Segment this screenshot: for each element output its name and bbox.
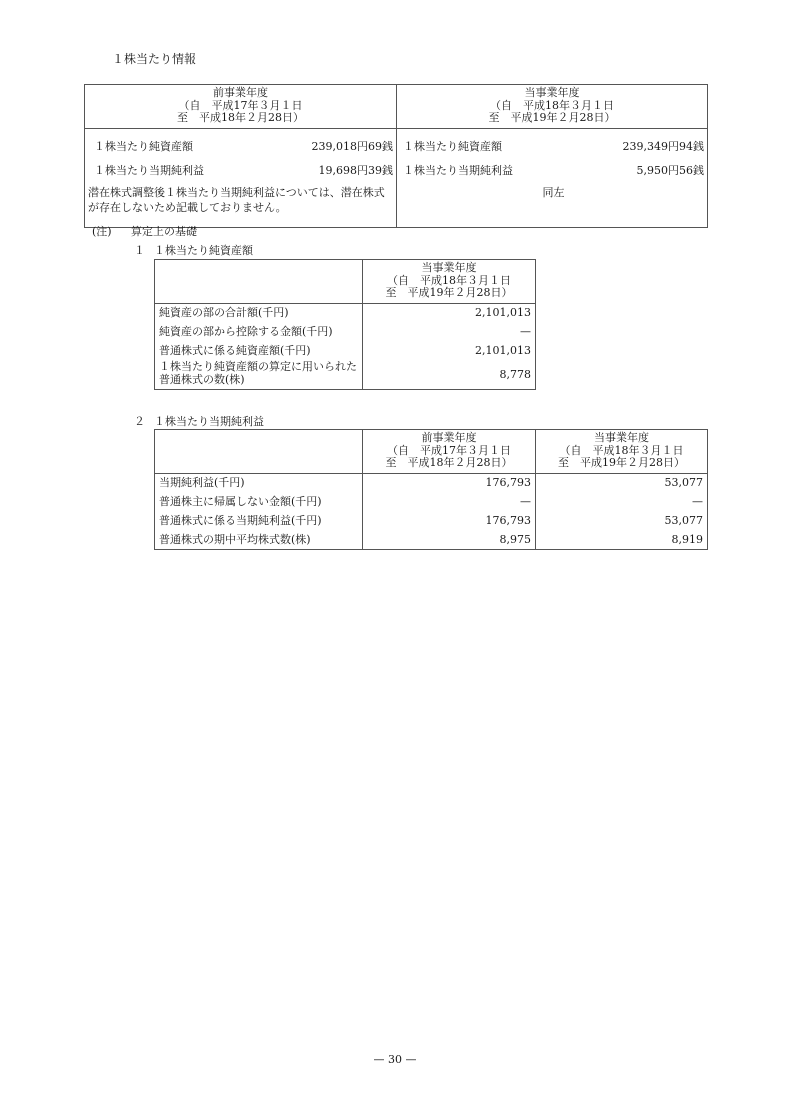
- curr-period-to: 至 平成19年２月28日）: [488, 111, 616, 124]
- basis2-blank-header: [155, 430, 363, 474]
- row-prev-value: 176,793: [363, 511, 536, 530]
- basis1-period-label: 当事業年度: [421, 261, 477, 274]
- row-label: 当期純利益(千円): [155, 473, 363, 492]
- basis1-title: １株当たり純資産額: [154, 244, 253, 257]
- row-label: 純資産の部から控除する金額(千円): [155, 322, 363, 341]
- basis2-curr-header: [536, 430, 708, 474]
- curr-diluted-note: 同左: [542, 185, 565, 199]
- row-label: 普通株式の期中平均株式数(株): [155, 530, 363, 549]
- row-label: 普通株式に係る当期純利益(千円): [155, 511, 363, 530]
- curr-period-from: （自 平成18年３月１日: [490, 98, 614, 112]
- basis2-number: ２: [134, 415, 145, 428]
- prev-net-income-value: 19,698円39銭: [318, 164, 393, 177]
- prev-net-income-row: [88, 159, 393, 183]
- row-label: 純資産の部の合計額(千円): [155, 303, 363, 322]
- basis1-period-from: （自 平成18年３月１日: [387, 273, 511, 287]
- prev-net-income-label: １株当たり当期純利益: [94, 164, 204, 177]
- table-row: [155, 360, 536, 389]
- curr-net-assets-row: [403, 135, 704, 159]
- notes-heading: 算定上の基礎: [131, 225, 197, 238]
- curr-net-assets-value: 239,349円94銭: [622, 140, 704, 153]
- prev-diluted-note: 潜在株式調整後１株当たり当期純利益については、潜在株式が存在しないため記載しておりません。: [88, 185, 385, 214]
- row-prev-value: 8,975: [363, 530, 536, 549]
- table-row: [155, 322, 536, 341]
- row-value: 2,101,013: [363, 341, 536, 360]
- curr-period-header: [397, 85, 708, 129]
- prev-period-cell: [85, 128, 397, 227]
- curr-period-label: 当事業年度: [524, 86, 580, 99]
- prev-net-assets-label: １株当たり純資産額: [94, 140, 193, 153]
- row-curr-value: 53,077: [536, 511, 708, 530]
- table-row: [155, 473, 708, 492]
- table-row: [155, 530, 708, 549]
- prev-period-header: [85, 85, 397, 129]
- basis2-prev-label: 前事業年度: [421, 431, 477, 444]
- per-share-info-table: [84, 84, 708, 228]
- basis2-title: １株当たり当期純利益: [154, 415, 264, 428]
- basis1-period-to: 至 平成19年２月28日）: [385, 286, 513, 299]
- table-row: [155, 303, 536, 322]
- basis2-curr-to: 至 平成19年２月28日）: [558, 456, 685, 469]
- net-assets-basis-table: [154, 259, 536, 390]
- row-prev-value: 176,793: [363, 473, 536, 492]
- basis2-prev-header: [363, 430, 536, 474]
- row-curr-value: —: [536, 492, 708, 511]
- table-row: [155, 341, 536, 360]
- row-curr-value: 53,077: [536, 473, 708, 492]
- curr-net-assets-label: １株当たり純資産額: [403, 140, 502, 153]
- prev-period-to: 至 平成18年２月28日）: [177, 111, 304, 124]
- curr-period-cell: [397, 128, 708, 227]
- basis2-prev-from: （自 平成17年３月１日: [387, 443, 511, 457]
- row-value: —: [363, 322, 536, 341]
- row-value: 8,778: [363, 360, 536, 389]
- basis2-prev-to: 至 平成18年２月28日）: [385, 456, 513, 469]
- basis1-period-header: [363, 260, 536, 304]
- basis1-number: １: [134, 244, 145, 257]
- section-title: １株当たり情報: [112, 52, 197, 66]
- page-number: — 30 —: [373, 1053, 417, 1066]
- row-label: 普通株式に係る純資産額(千円): [155, 341, 363, 360]
- net-income-basis-table: [154, 429, 708, 550]
- row-curr-value: 8,919: [536, 530, 708, 549]
- prev-period-from: （自 平成17年３月１日: [178, 98, 303, 112]
- basis2-curr-from: （自 平成18年３月１日: [559, 443, 684, 457]
- curr-net-income-value: 5,950円56銭: [636, 164, 704, 177]
- row-label: １株当たり純資産額の算定に用いられた普通株式の数(株): [155, 360, 363, 389]
- row-label: 普通株主に帰属しない金額(千円): [155, 492, 363, 511]
- table-row: [155, 492, 708, 511]
- prev-period-label: 前事業年度: [213, 86, 268, 99]
- basis2-curr-label: 当事業年度: [594, 431, 649, 444]
- row-prev-value: —: [363, 492, 536, 511]
- notes-marker: (注): [92, 225, 112, 238]
- curr-net-income-row: [403, 159, 704, 183]
- row-value: 2,101,013: [363, 303, 536, 322]
- prev-net-assets-row: [88, 135, 393, 159]
- curr-net-income-label: １株当たり当期純利益: [403, 164, 513, 177]
- prev-net-assets-value: 239,018円69銭: [311, 140, 393, 153]
- basis1-blank-header: [155, 260, 363, 304]
- table-row: [155, 511, 708, 530]
